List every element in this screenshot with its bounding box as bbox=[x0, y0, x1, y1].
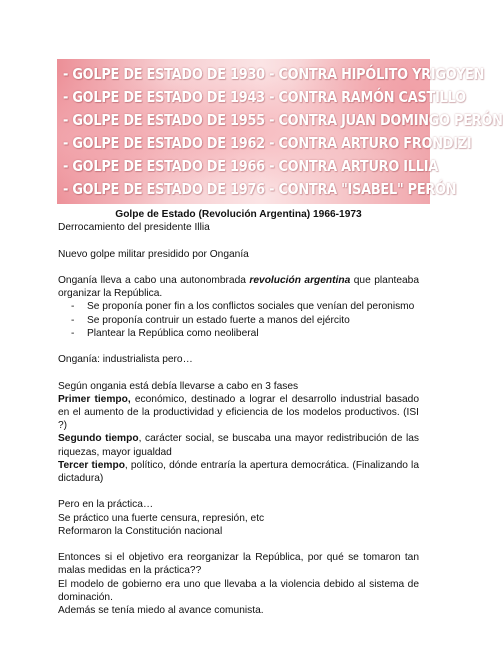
bullet-dash: - bbox=[71, 301, 75, 313]
ongania-intro-post: que planteaba organizar la República. bbox=[58, 274, 419, 300]
paragraph-ongania-intro bbox=[58, 274, 419, 300]
bullet-dash: - bbox=[71, 327, 75, 339]
list-item-text: Se proponía poner fin a los conflictos sociales que venían del peronismo bbox=[87, 301, 415, 313]
bullet-dash: - bbox=[71, 314, 75, 326]
list-item-text: Se proponía contruir un estado fuerte a manos del ejército bbox=[87, 314, 350, 326]
line-nuevo-golpe: Nuevo golpe militar presidido por Onganía bbox=[58, 248, 249, 260]
paragraph-final-question: Entonces si el objetivo era reorganizar la República, por qué se tomaron tan malas medidas en la práctica?? bbox=[58, 552, 419, 577]
document-title: Golpe de Estado (Revolución Argentina) 1966-1973 bbox=[115, 209, 362, 220]
fase-1-text: económico, destinado a lograr el desarrollo industrial basado en el aumento de la productividad y eficiencia de los modelos productivos. (ISI ?) bbox=[58, 393, 419, 432]
banner-line-1962: - GOLPE DE ESTADO DE 1962 - CONTRA ARTURO FRONDIZI bbox=[63, 134, 472, 152]
paragraph-fase-2 bbox=[58, 432, 419, 458]
coup-list-banner bbox=[57, 59, 503, 204]
list-item bbox=[58, 300, 419, 313]
list-item bbox=[58, 327, 419, 340]
paragraph-final-answer: El modelo de gobierno era uno que llevaba a la violencia debido al sistema de dominación. bbox=[58, 578, 419, 603]
banner-line-1976: - GOLPE DE ESTADO DE 1976 - CONTRA "ISABEL" PERÓN bbox=[63, 180, 457, 198]
fase-2-label: Segundo tiempo bbox=[58, 433, 139, 445]
list-item-text: Plantear la República como neoliberal bbox=[87, 327, 259, 339]
line-final-comunista: Además se tenía miedo al avance comunista. bbox=[58, 605, 264, 616]
line-practica-1: Pero en la práctica… bbox=[58, 499, 154, 511]
ongania-intro-emphasis: revolución argentina bbox=[249, 274, 351, 286]
objectives-list bbox=[58, 300, 419, 340]
line-derrocamiento: Derrocamiento del presidente Illia bbox=[58, 222, 210, 234]
fase-3-label: Tercer tiempo bbox=[58, 459, 125, 471]
line-fases-intro: Según ongania está debía llevarse a cabo en 3 fases bbox=[58, 380, 299, 392]
line-practica-3: Reformaron la Constitución nacional bbox=[58, 525, 223, 537]
ongania-intro-pre: Onganía lleva a cabo una autonombrada bbox=[58, 274, 250, 286]
banner-line-1943: - GOLPE DE ESTADO DE 1943 - CONTRA RAMÓN CASTILLO bbox=[63, 88, 466, 106]
document-body bbox=[58, 208, 419, 617]
paragraph-fase-1 bbox=[58, 393, 419, 433]
banner-line-1930: - GOLPE DE ESTADO DE 1930 - CONTRA HIPÓLITO YRIGOYEN bbox=[63, 65, 485, 83]
banner-line-1966: - GOLPE DE ESTADO DE 1966 - CONTRA ARTURO ILLIA bbox=[63, 157, 439, 175]
banner-line-1955: - GOLPE DE ESTADO DE 1955 - CONTRA JUAN DOMINGO PERÓN bbox=[63, 111, 503, 129]
fase-3-text: , político, dónde entraría la apertura democrática. (Finalizando la dictadura) bbox=[58, 459, 419, 484]
paragraph-fase-3 bbox=[58, 459, 419, 485]
fase-1-label: Primer tiempo, bbox=[58, 393, 131, 405]
line-practica-2: Se práctico una fuerte censura, represión, etc bbox=[58, 512, 265, 524]
line-industrialista: Onganía: industrialista pero… bbox=[58, 354, 193, 366]
list-item bbox=[58, 314, 419, 327]
fase-2-text: , carácter social, se buscaba una mayor redistribución de las riquezas, mayor igualdad bbox=[58, 433, 419, 458]
